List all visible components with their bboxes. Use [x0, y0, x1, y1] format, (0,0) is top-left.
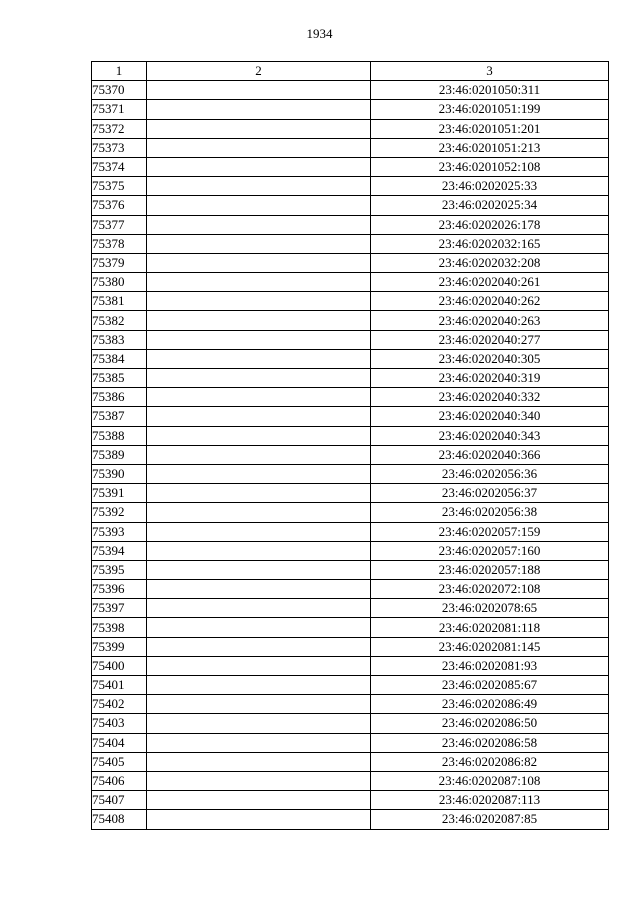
table-row	[92, 791, 609, 810]
row-number-cell: 75389	[92, 445, 147, 464]
row-number-cell: 75406	[92, 771, 147, 790]
cadastral-number-cell: 23:46:0202081:93	[371, 656, 609, 675]
table-row	[92, 311, 609, 330]
table-row	[92, 369, 609, 388]
cadastral-number-cell: 23:46:0202086:58	[371, 733, 609, 752]
description-cell	[147, 177, 371, 196]
cadastral-number-cell: 23:46:0202025:33	[371, 177, 609, 196]
cadastral-number-cell: 23:46:0201052:108	[371, 157, 609, 176]
table-row	[92, 292, 609, 311]
cadastral-number-cell: 23:46:0202032:208	[371, 253, 609, 272]
row-number-cell: 75372	[92, 119, 147, 138]
cadastral-number-cell: 23:46:0202072:108	[371, 580, 609, 599]
description-cell	[147, 503, 371, 522]
table-row	[92, 599, 609, 618]
row-number-cell: 75374	[92, 157, 147, 176]
table-row	[92, 177, 609, 196]
row-number-cell: 75395	[92, 560, 147, 579]
row-number-cell: 75370	[92, 81, 147, 100]
cadastral-number-cell: 23:46:0202057:188	[371, 560, 609, 579]
description-cell	[147, 656, 371, 675]
description-cell	[147, 676, 371, 695]
cadastral-number-cell: 23:46:0202057:159	[371, 522, 609, 541]
row-number-cell: 75397	[92, 599, 147, 618]
cadastral-number-cell: 23:46:0202025:34	[371, 196, 609, 215]
row-number-cell: 75371	[92, 100, 147, 119]
column-header-1: 1	[92, 62, 147, 81]
cadastral-number-cell: 23:46:0202087:108	[371, 771, 609, 790]
description-cell	[147, 330, 371, 349]
row-number-cell: 75386	[92, 388, 147, 407]
description-cell	[147, 273, 371, 292]
description-cell	[147, 464, 371, 483]
table-row	[92, 752, 609, 771]
cadastral-number-cell: 23:46:0202056:37	[371, 484, 609, 503]
row-number-cell: 75383	[92, 330, 147, 349]
table-row	[92, 541, 609, 560]
table-row	[92, 100, 609, 119]
table-row	[92, 388, 609, 407]
description-cell	[147, 426, 371, 445]
description-cell	[147, 349, 371, 368]
table-row	[92, 771, 609, 790]
row-number-cell: 75384	[92, 349, 147, 368]
row-number-cell: 75400	[92, 656, 147, 675]
table-row	[92, 253, 609, 272]
table-row	[92, 484, 609, 503]
cadastral-number-cell: 23:46:0202040:332	[371, 388, 609, 407]
cadastral-number-cell: 23:46:0202040:340	[371, 407, 609, 426]
description-cell	[147, 541, 371, 560]
description-cell	[147, 580, 371, 599]
table-row	[92, 810, 609, 829]
description-cell	[147, 484, 371, 503]
description-cell	[147, 81, 371, 100]
cadastral-number-cell: 23:46:0202040:305	[371, 349, 609, 368]
description-cell	[147, 388, 371, 407]
table-row	[92, 695, 609, 714]
cadastral-number-cell: 23:46:0201051:201	[371, 119, 609, 138]
table-row	[92, 445, 609, 464]
cadastral-number-cell: 23:46:0202056:38	[371, 503, 609, 522]
row-number-cell: 75392	[92, 503, 147, 522]
row-number-cell: 75398	[92, 618, 147, 637]
column-header-2: 2	[147, 62, 371, 81]
table-row	[92, 656, 609, 675]
row-number-cell: 75401	[92, 676, 147, 695]
row-number-cell: 75378	[92, 234, 147, 253]
header-row	[92, 62, 609, 81]
cadastral-number-cell: 23:46:0202085:67	[371, 676, 609, 695]
row-number-cell: 75373	[92, 138, 147, 157]
description-cell	[147, 771, 371, 790]
description-cell	[147, 234, 371, 253]
table-row	[92, 273, 609, 292]
cadastral-number-cell: 23:46:0202040:261	[371, 273, 609, 292]
cadastral-number-cell: 23:46:0202078:65	[371, 599, 609, 618]
row-number-cell: 75402	[92, 695, 147, 714]
table-header	[92, 62, 609, 81]
description-cell	[147, 369, 371, 388]
description-cell	[147, 138, 371, 157]
cadastral-number-cell: 23:46:0202040:319	[371, 369, 609, 388]
column-header-3: 3	[371, 62, 609, 81]
cadastral-number-cell: 23:46:0202040:366	[371, 445, 609, 464]
cadastral-number-cell: 23:46:0202086:49	[371, 695, 609, 714]
cadastral-number-cell: 23:46:0202087:85	[371, 810, 609, 829]
cadastral-number-cell: 23:46:0202026:178	[371, 215, 609, 234]
cadastral-number-cell: 23:46:0201051:199	[371, 100, 609, 119]
row-number-cell: 75380	[92, 273, 147, 292]
cadastral-number-cell: 23:46:0202057:160	[371, 541, 609, 560]
cadastral-number-cell: 23:46:0202040:262	[371, 292, 609, 311]
cadastral-number-cell: 23:46:0202081:118	[371, 618, 609, 637]
table-row	[92, 407, 609, 426]
registry-table	[91, 61, 609, 830]
description-cell	[147, 810, 371, 829]
table-row	[92, 714, 609, 733]
description-cell	[147, 253, 371, 272]
table-body	[92, 81, 609, 829]
description-cell	[147, 733, 371, 752]
table-row	[92, 503, 609, 522]
row-number-cell: 75404	[92, 733, 147, 752]
page-number: 1934	[306, 26, 333, 41]
table-row	[92, 157, 609, 176]
table-row	[92, 234, 609, 253]
cadastral-number-cell: 23:46:0201050:311	[371, 81, 609, 100]
row-number-cell: 75379	[92, 253, 147, 272]
description-cell	[147, 618, 371, 637]
description-cell	[147, 637, 371, 656]
row-number-cell: 75396	[92, 580, 147, 599]
cadastral-number-cell: 23:46:0202081:145	[371, 637, 609, 656]
row-number-cell: 75388	[92, 426, 147, 445]
row-number-cell: 75385	[92, 369, 147, 388]
cadastral-number-cell: 23:46:0202086:82	[371, 752, 609, 771]
cadastral-number-cell: 23:46:0202040:343	[371, 426, 609, 445]
cadastral-number-cell: 23:46:0201051:213	[371, 138, 609, 157]
table-row	[92, 349, 609, 368]
description-cell	[147, 599, 371, 618]
table-row	[92, 464, 609, 483]
description-cell	[147, 119, 371, 138]
table-row	[92, 676, 609, 695]
row-number-cell: 75382	[92, 311, 147, 330]
table-row	[92, 138, 609, 157]
table-row	[92, 196, 609, 215]
description-cell	[147, 791, 371, 810]
row-number-cell: 75387	[92, 407, 147, 426]
description-cell	[147, 695, 371, 714]
description-cell	[147, 157, 371, 176]
description-cell	[147, 292, 371, 311]
table-row	[92, 330, 609, 349]
cadastral-number-cell: 23:46:0202086:50	[371, 714, 609, 733]
table-row	[92, 522, 609, 541]
description-cell	[147, 100, 371, 119]
cadastral-number-cell: 23:46:0202087:113	[371, 791, 609, 810]
row-number-cell: 75405	[92, 752, 147, 771]
table-row	[92, 426, 609, 445]
description-cell	[147, 714, 371, 733]
description-cell	[147, 407, 371, 426]
description-cell	[147, 522, 371, 541]
cadastral-number-cell: 23:46:0202032:165	[371, 234, 609, 253]
row-number-cell: 75394	[92, 541, 147, 560]
row-number-cell: 75407	[92, 791, 147, 810]
row-number-cell: 75377	[92, 215, 147, 234]
table-row	[92, 119, 609, 138]
row-number-cell: 75408	[92, 810, 147, 829]
table-row	[92, 637, 609, 656]
table-row	[92, 580, 609, 599]
row-number-cell: 75390	[92, 464, 147, 483]
table-row	[92, 215, 609, 234]
row-number-cell: 75375	[92, 177, 147, 196]
table-row	[92, 560, 609, 579]
description-cell	[147, 445, 371, 464]
row-number-cell: 75399	[92, 637, 147, 656]
row-number-cell: 75376	[92, 196, 147, 215]
table-row	[92, 733, 609, 752]
cadastral-number-cell: 23:46:0202040:277	[371, 330, 609, 349]
description-cell	[147, 215, 371, 234]
description-cell	[147, 560, 371, 579]
cadastral-number-cell: 23:46:0202040:263	[371, 311, 609, 330]
description-cell	[147, 311, 371, 330]
row-number-cell: 75381	[92, 292, 147, 311]
table-row	[92, 81, 609, 100]
row-number-cell: 75393	[92, 522, 147, 541]
row-number-cell: 75391	[92, 484, 147, 503]
description-cell	[147, 752, 371, 771]
row-number-cell: 75403	[92, 714, 147, 733]
description-cell	[147, 196, 371, 215]
table-row	[92, 618, 609, 637]
cadastral-number-cell: 23:46:0202056:36	[371, 464, 609, 483]
